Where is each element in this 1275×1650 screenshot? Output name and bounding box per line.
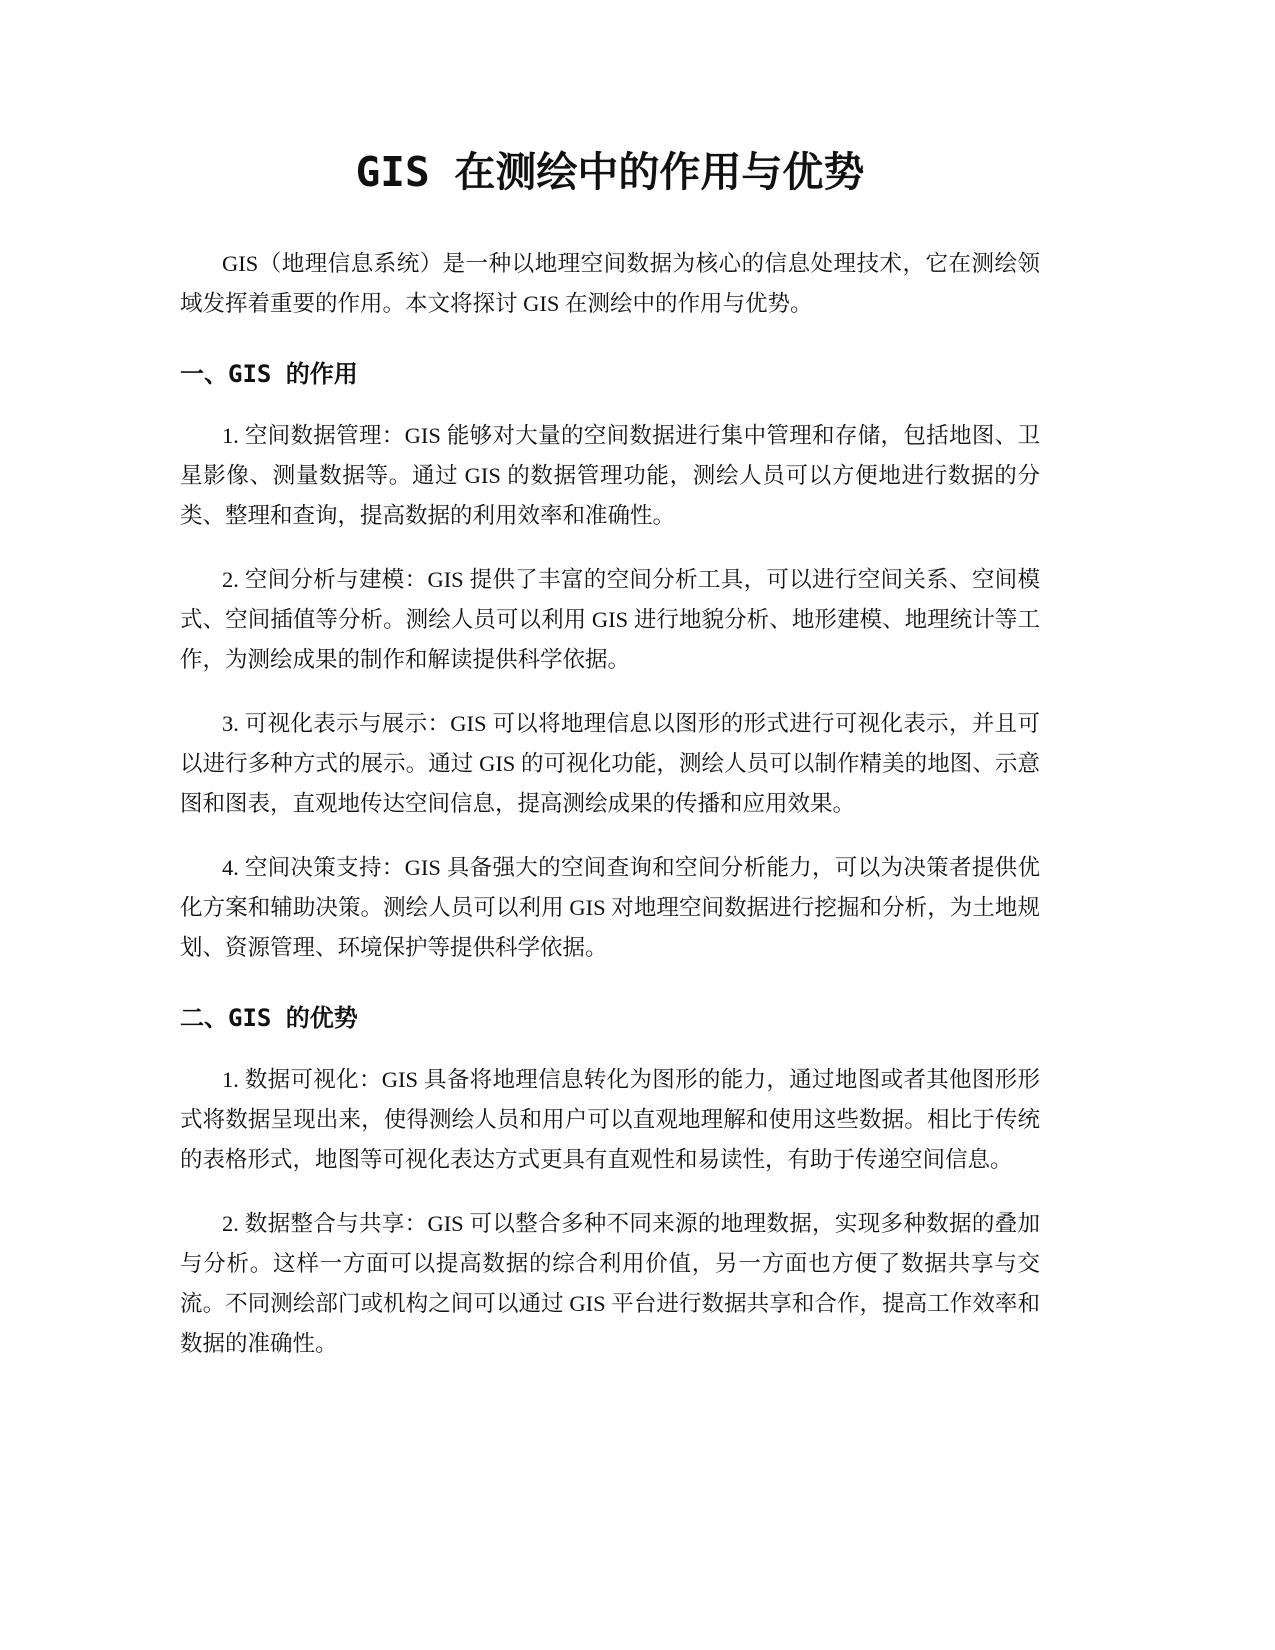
section-2-paragraph-1: 1. 数据可视化：GIS 具备将地理信息转化为图形的能力，通过地图或者其他图形形式将数据呈现出来，使得测绘人员和用户可以直观地理解和使用这些数据。相比于传统的表格形式，地图等可视化表达方式更具有直观性和易读性，有助于传递空间信息。 xyxy=(180,1067,1040,1172)
section-1-paragraph-1: 1. 空间数据管理：GIS 能够对大量的空间数据进行集中管理和存储，包括地图、卫星影像、测量数据等。通过 GIS 的数据管理功能，测绘人员可以方便地进行数据的分类、整理和查询，提高数据的利用效率和准确性。 xyxy=(180,423,1040,528)
section-heading-roles: 一、GIS 的作用 xyxy=(180,360,358,388)
section-heading-advantages: 二、GIS 的优势 xyxy=(180,1004,358,1032)
section-1-paragraph-4: 4. 空间决策支持：GIS 具备强大的空间查询和空间分析能力，可以为决策者提供优化方案和辅助决策。测绘人员可以利用 GIS 对地理空间数据进行挖掘和分析，为土地规划、资源管理、环境保护等提供科学依据。 xyxy=(180,855,1040,960)
section-1-paragraph-3: 3. 可视化表示与展示：GIS 可以将地理信息以图形的形式进行可视化表示，并且可以进行多种方式的展示。通过 GIS 的可视化功能，测绘人员可以制作精美的地图、示意图和图表，直观地传达空间信息，提高测绘成果的传播和应用效果。 xyxy=(180,711,1040,816)
section-1-paragraph-2: 2. 空间分析与建模：GIS 提供了丰富的空间分析工具，可以进行空间关系、空间模式、空间插值等分析。测绘人员可以利用 GIS 进行地貌分析、地形建模、地理统计等工作，为测绘成果的制作和解读提供科学依据。 xyxy=(180,567,1040,672)
intro-paragraph: GIS（地理信息系统）是一种以地理空间数据为核心的信息处理技术，它在测绘领域发挥着重要的作用。本文将探讨 GIS 在测绘中的作用与优势。 xyxy=(180,251,1040,316)
section-2-paragraph-2: 2. 数据整合与共享：GIS 可以整合多种不同来源的地理数据，实现多种数据的叠加与分析。这样一方面可以提高数据的综合利用价值，另一方面也方便了数据共享与交流。不同测绘部门或机构之间可以通过 GIS 平台进行数据共享和合作，提高工作效率和数据的准确性。 xyxy=(180,1211,1040,1356)
document-page xyxy=(180,140,1040,1364)
document-title: GIS 在测绘中的作用与优势 xyxy=(355,148,865,196)
